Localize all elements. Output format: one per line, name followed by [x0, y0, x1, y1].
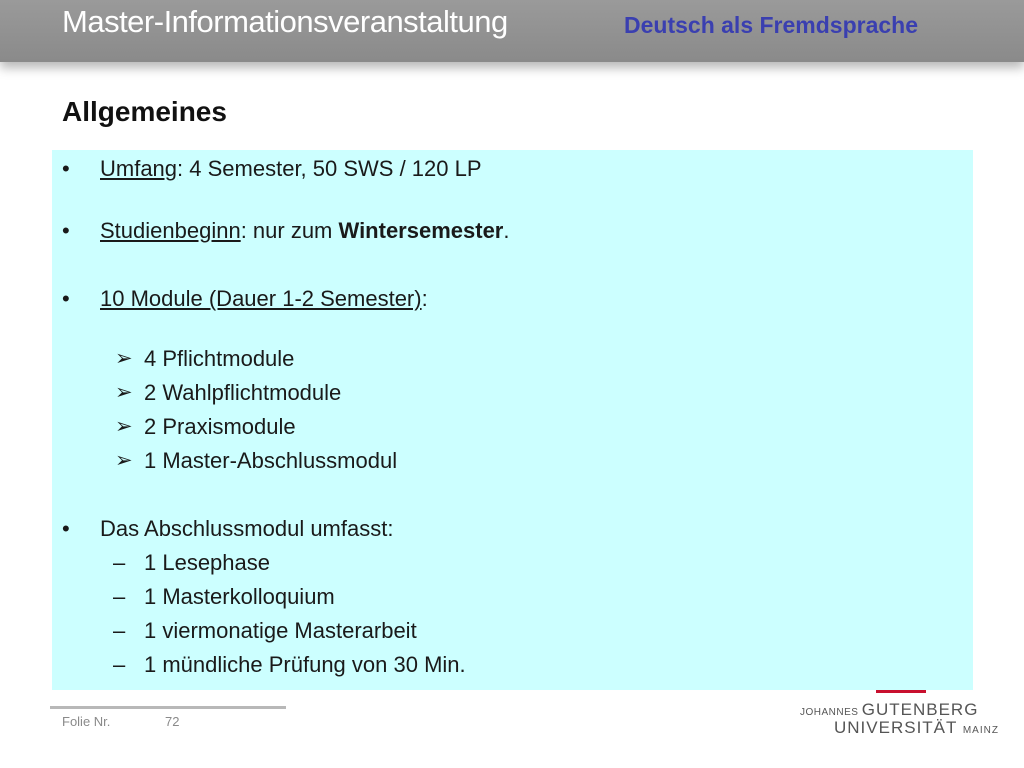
abschluss-item-text: 1 viermonatige Masterarbeit	[144, 618, 417, 643]
abschluss-label: Das Abschlussmodul umfasst:	[100, 516, 394, 541]
module-item-text: 1 Master-Abschlussmodul	[144, 448, 398, 473]
footer-slide-label: Folie Nr.	[62, 714, 111, 729]
logo-accent-bar	[876, 690, 926, 693]
abschluss-item-text: 1 Lesephase	[144, 550, 270, 575]
umfang-text: : 4 Semester, 50 SWS / 120 LP	[177, 156, 482, 181]
section-heading: Allgemeines	[62, 96, 227, 127]
slide-subtitle: Deutsch als Fremdsprache	[624, 12, 919, 38]
arrow-bullet-icon: ➢	[115, 449, 133, 472]
logo-line-2	[834, 718, 999, 738]
logo-line-1	[800, 700, 978, 720]
footer-slide-number: 72	[165, 714, 180, 729]
logo-text-gutenberg: GUTENBERG	[861, 700, 979, 719]
bullet-icon: •	[62, 218, 70, 243]
dash-bullet-icon: –	[113, 652, 126, 677]
abschluss-item-text: 1 Masterkolloquium	[144, 584, 335, 609]
content-box	[52, 150, 973, 690]
studienbeginn-text-post: .	[503, 218, 510, 243]
studienbeginn-label: Studienbeginn	[100, 218, 241, 243]
studienbeginn-text-bold: Wintersemester	[338, 218, 504, 243]
module-text-post: :	[421, 286, 428, 311]
bullet-icon: •	[62, 286, 70, 311]
slide-title: Master-Informationsveranstaltung	[62, 4, 508, 39]
dash-bullet-icon: –	[113, 550, 126, 575]
arrow-bullet-icon: ➢	[115, 347, 133, 370]
module-item-text: 2 Wahlpflichtmodule	[144, 380, 342, 405]
arrow-bullet-icon: ➢	[115, 415, 133, 438]
arrow-bullet-icon: ➢	[115, 381, 133, 404]
logo-text-universitaet: UNIVERSITÄT	[834, 718, 958, 737]
bullet-icon: •	[62, 516, 70, 541]
footer-divider	[50, 706, 286, 709]
logo-text-mainz: MAINZ	[962, 725, 999, 736]
dash-bullet-icon: –	[113, 618, 126, 643]
bullet-icon: •	[62, 156, 70, 181]
logo-text-johannes: JOHANNES	[800, 707, 859, 718]
module-item-text: 2 Praxismodule	[144, 414, 296, 439]
module-item-text: 4 Pflichtmodule	[144, 346, 295, 371]
dash-bullet-icon: –	[113, 584, 126, 609]
university-logo	[800, 686, 999, 746]
module-label: 10 Module (Dauer 1-2 Semester)	[100, 286, 422, 311]
header-bar	[0, 0, 1024, 62]
umfang-label: Umfang	[100, 156, 178, 181]
abschluss-item-text: 1 mündliche Prüfung von 30 Min.	[144, 652, 466, 677]
studienbeginn-text-pre: : nur zum	[240, 218, 339, 243]
